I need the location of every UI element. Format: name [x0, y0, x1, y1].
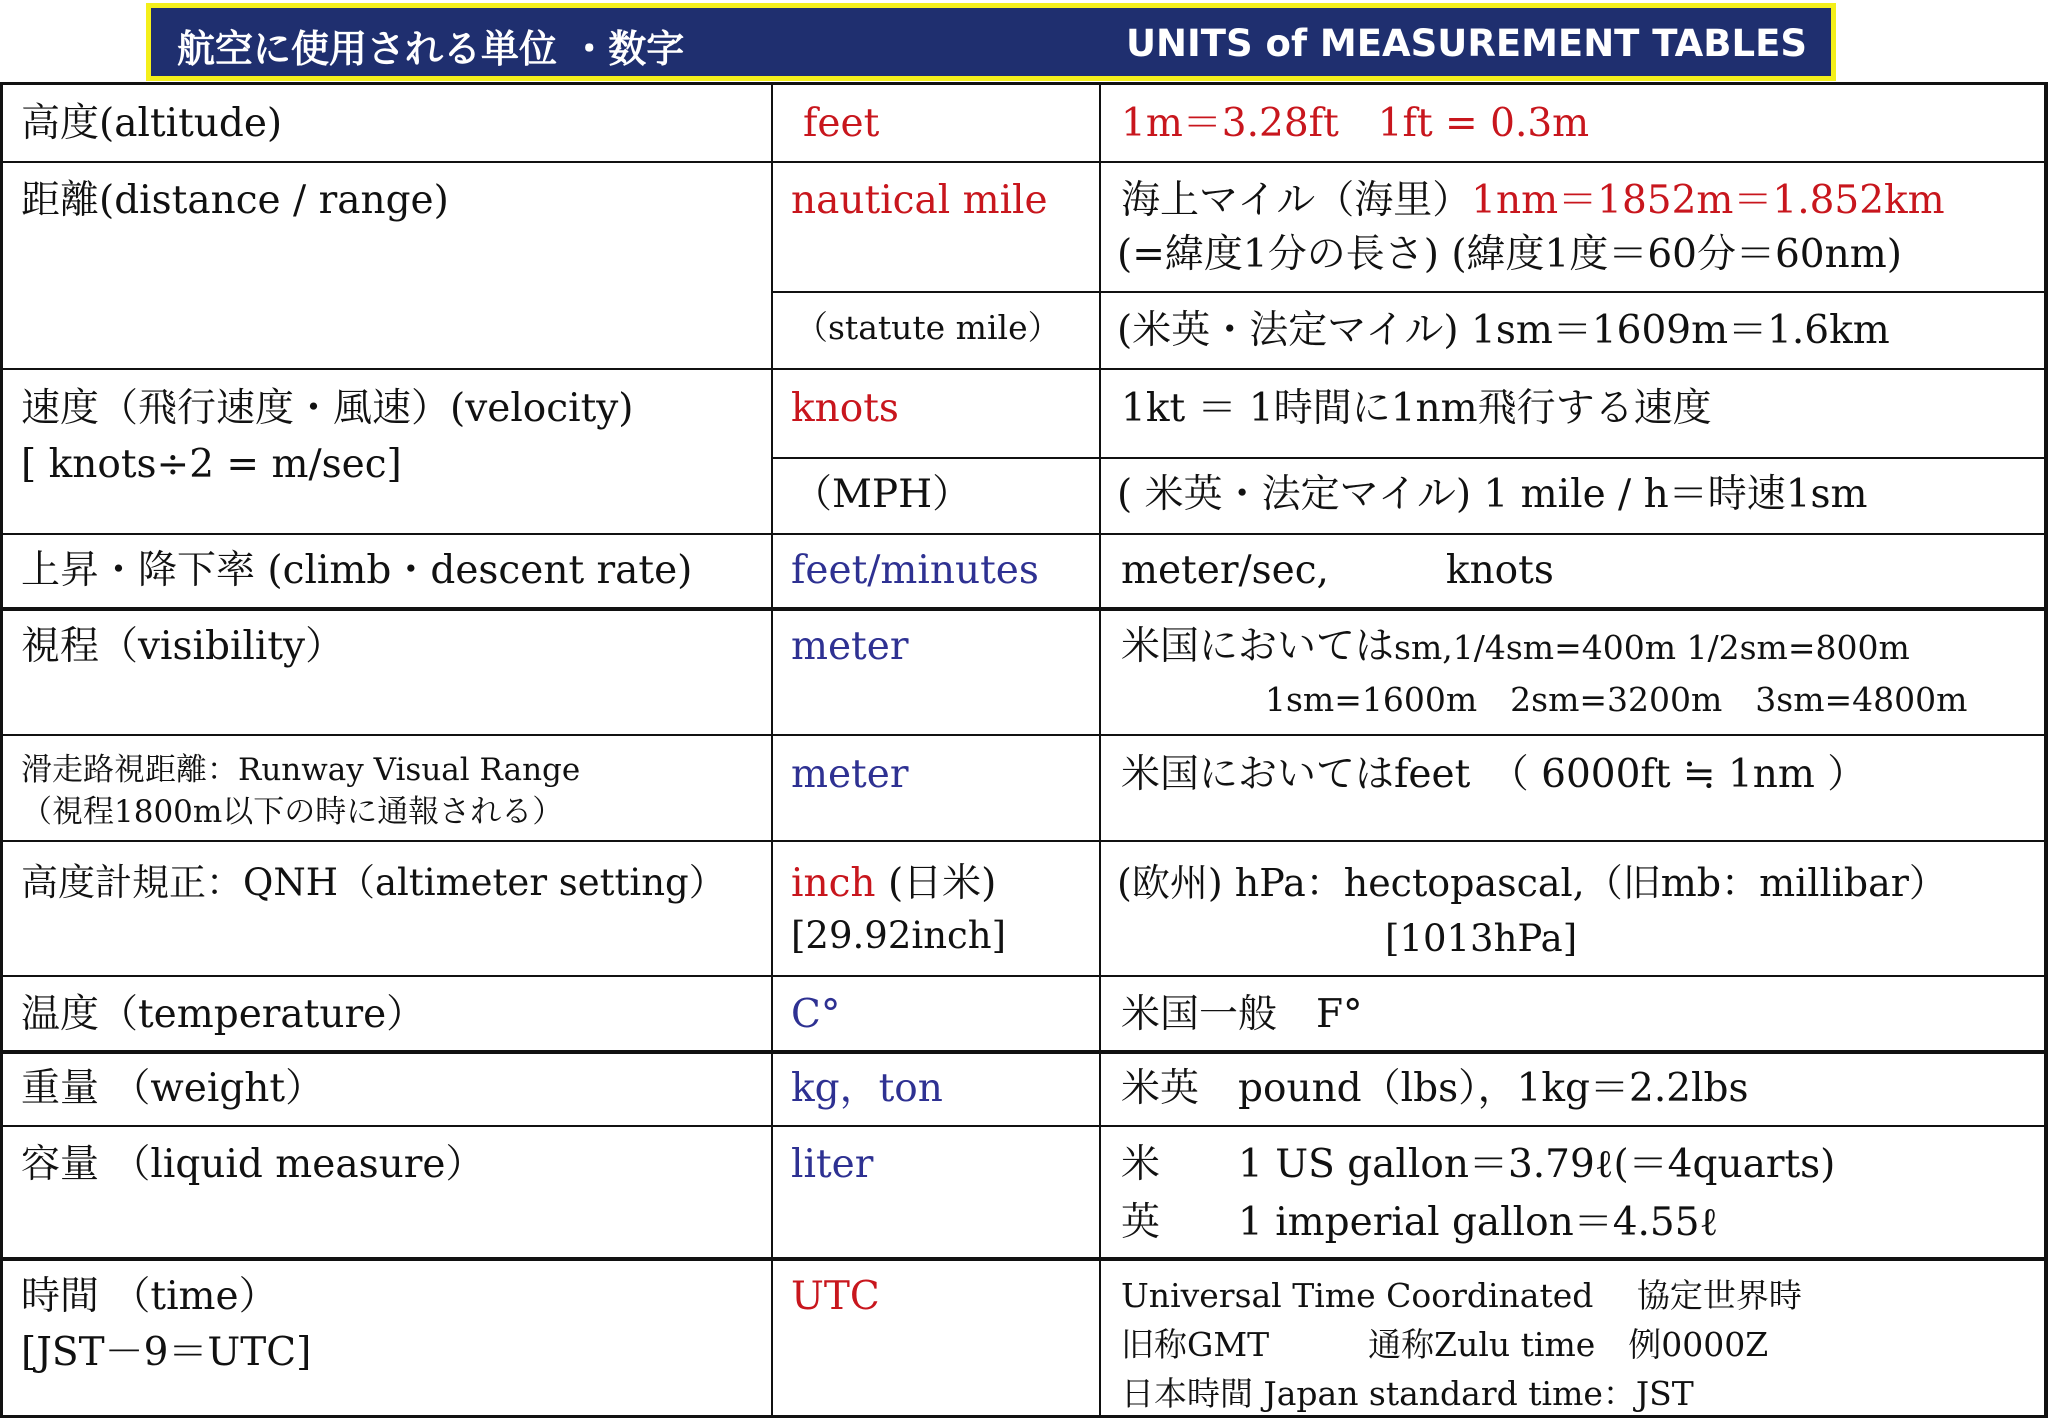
qnh-unit-standard: [29.92inch]	[791, 914, 1007, 957]
temperature-item: 温度（temperature）	[21, 992, 426, 1037]
visibility-unit: meter	[791, 624, 909, 669]
visibility-note-line2: 1sm=1600m 2sm=3200m 3sm=4800m	[1265, 680, 1968, 719]
qnh-item: 高度計規正：QNH（altimeter setting）	[21, 861, 726, 904]
time-unit: UTC	[791, 1274, 880, 1319]
climb-item: 上昇・降下率 (climb・descent rate)	[21, 548, 693, 593]
row-divider	[771, 457, 2044, 459]
time-note-jst: 日本時間 Japan standard time：JST	[1121, 1374, 1694, 1413]
temperature-unit: C°	[791, 992, 841, 1037]
row-divider	[3, 533, 2044, 535]
climb-unit: feet/minutes	[791, 548, 1039, 593]
weight-note: 米英 pound（lbs），1kg＝2.2lbs	[1121, 1066, 1749, 1111]
climb-note: meter/sec, knots	[1121, 548, 1554, 593]
distance-note	[1121, 178, 1945, 223]
weight-item: 重量 （weight）	[21, 1066, 325, 1111]
distance-note-conversion: 1nm＝1852m＝1.852km	[1471, 178, 1945, 223]
velocity-item-formula: [ knots÷2 = m/sec]	[21, 442, 402, 487]
qnh-unit-inch: inch	[791, 861, 876, 906]
row-divider	[3, 1257, 2044, 1261]
row-divider	[3, 368, 2044, 370]
banner-title-jp: 航空に使用される単位 ・数字	[177, 27, 685, 71]
statute-mile-note: (米英・法定マイル) 1sm＝1609m＝1.6km	[1117, 308, 1890, 353]
temperature-note: 米国一般 F°	[1121, 992, 1363, 1037]
altitude-note: 1m＝3.28ft 1ft = 0.3m	[1121, 101, 1590, 146]
velocity-item: 速度（飛行速度・風速）(velocity)	[21, 386, 634, 431]
distance-item: 距離(distance / range)	[21, 178, 449, 223]
qnh-unit-region: (日米)	[875, 861, 997, 906]
liquid-note-us: 米 1 US gallon＝3.79ℓ(＝4quarts)	[1121, 1142, 1836, 1187]
velocity-unit: knots	[791, 386, 899, 431]
rvr-unit: meter	[791, 752, 909, 797]
row-divider	[3, 607, 2044, 611]
weight-unit: kg，ton	[791, 1066, 943, 1111]
distance-unit: nautical mile	[791, 178, 1048, 223]
distance-note-prefix: 海上マイル（海里）	[1121, 178, 1472, 223]
column-divider-1	[771, 85, 773, 1415]
qnh-unit	[791, 861, 997, 906]
rvr-note: 米国においてはfeet （ 6000ft ≒ 1nm ）	[1121, 752, 1867, 797]
mph-note: ( 米英・法定マイル) 1 mile / h＝時速1sm	[1117, 472, 1868, 517]
distance-note-line2: (=緯度1分の長さ) (緯度1度＝60分＝60nm)	[1117, 232, 1902, 277]
mph-unit: （MPH）	[793, 472, 972, 517]
title-banner	[146, 3, 1836, 81]
velocity-note: 1kt ＝ 1時間に1nm飛行する速度	[1121, 386, 1712, 431]
altitude-item: 高度(altitude)	[21, 101, 283, 146]
altitude-unit: feet	[803, 101, 880, 146]
liquid-item: 容量 （liquid measure）	[21, 1142, 485, 1187]
rvr-item-note: （視程1800m以下の時に通報される）	[21, 794, 564, 830]
liquid-unit: liter	[791, 1142, 874, 1187]
qnh-note-standard: [1013hPa]	[1385, 917, 1578, 960]
visibility-item: 視程（visibility）	[21, 624, 345, 669]
row-divider	[3, 734, 2044, 736]
row-divider	[3, 975, 2044, 977]
qnh-note: (欧州) hPa：hectopascal,（旧mb：millibar）	[1117, 861, 1947, 905]
visibility-note	[1121, 624, 1910, 669]
statute-mile-unit: （statute mile）	[795, 308, 1061, 347]
column-divider-2	[1099, 85, 1101, 1415]
units-table	[0, 82, 2048, 1418]
time-note-gmt: 旧称GMT 通称Zulu time 例0000Z	[1121, 1325, 1769, 1364]
time-item-formula: [JST－9＝UTC]	[21, 1330, 312, 1375]
row-divider	[3, 1050, 2044, 1054]
row-divider	[3, 1125, 2044, 1127]
time-item: 時間 （time）	[21, 1274, 278, 1319]
visibility-note-prefix: 米国においては	[1121, 624, 1395, 669]
time-note-utc: Universal Time Coordinated 協定世界時	[1121, 1276, 1802, 1315]
banner-title-en: UNITS of MEASUREMENT TABLES	[1125, 22, 1807, 65]
liquid-note-imperial: 英 1 imperial gallon＝4.55ℓ	[1121, 1200, 1719, 1245]
rvr-item: 滑走路視距離：Runway Visual Range	[21, 752, 581, 788]
row-divider	[3, 840, 2044, 842]
row-divider	[771, 291, 2044, 293]
visibility-note-values: sm,1/4sm=400m 1/2sm=800m	[1394, 628, 1910, 667]
row-divider	[3, 161, 2044, 163]
